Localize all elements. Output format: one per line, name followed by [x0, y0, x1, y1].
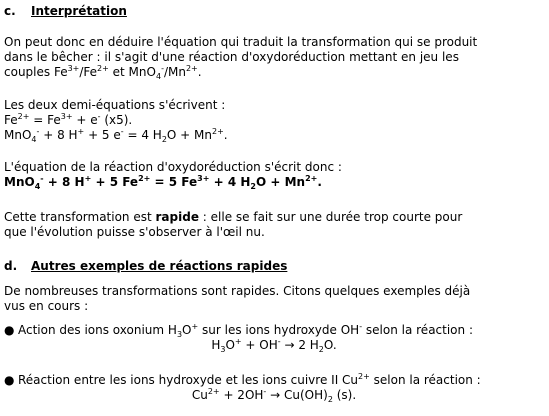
bullet-copper-equation	[4, 388, 544, 403]
superscript: 3+	[67, 64, 80, 73]
subscript: 4	[31, 135, 37, 144]
superscript: 2+	[207, 387, 220, 396]
text: couples Fe	[4, 65, 68, 79]
superscript: -	[161, 64, 164, 73]
paragraph-examples-line-1: De nombreuses transformations sont rapides. Citons quelques exemples déjà	[4, 284, 471, 298]
text: /Mn	[163, 65, 186, 79]
text: MnO	[4, 128, 32, 142]
bullet-icon: ●	[4, 323, 15, 337]
superscript: -	[97, 112, 101, 121]
text: = 5 Fe	[150, 175, 198, 189]
paragraph-examples-line-2: vus en cours :	[4, 299, 89, 313]
paragraph-intro-line-3	[4, 65, 544, 80]
bullet-icon: ●	[4, 373, 15, 387]
text: : elle se fait sur une durée trop courte pour	[198, 210, 463, 224]
text: O + Mn	[256, 175, 306, 189]
superscript: 2+	[97, 64, 109, 73]
text: → Cu(OH)	[266, 388, 328, 402]
text: selon la réaction :	[362, 323, 473, 337]
paragraph-intro-line-1: On peut donc en déduire l'équation qui traduit la transformation qui se produit	[4, 35, 478, 49]
text: + OH	[241, 338, 278, 352]
text: O.	[323, 338, 337, 352]
superscript: 2+	[138, 174, 151, 183]
half-equation-permanganate	[4, 128, 544, 143]
text: + e	[72, 113, 98, 127]
subscript: 2	[318, 345, 324, 354]
paragraph-fast	[4, 210, 544, 240]
redox-intro: L'équation de la réaction d'oxydoréduction s'écrit donc :	[4, 160, 342, 174]
text: sur les ions hydroxyde OH	[198, 323, 360, 337]
section-d-title: Autres exemples de réactions rapides	[31, 259, 288, 273]
text: (x5).	[100, 113, 133, 127]
text: + 5 e	[84, 128, 121, 142]
superscript: 2+	[358, 372, 370, 381]
subscript: 4	[155, 72, 162, 81]
text: Cette transformation est	[4, 210, 156, 224]
superscript: 3+	[60, 112, 73, 121]
text: H	[211, 338, 221, 352]
text: + 2OH	[219, 388, 264, 402]
superscript: 2+	[212, 127, 224, 136]
superscript: 2+	[305, 174, 318, 183]
subscript: 4	[34, 182, 41, 191]
redox-equation-block	[4, 160, 544, 190]
section-c-number: c.	[4, 4, 16, 18]
text: Cu	[191, 388, 208, 402]
text: .	[197, 65, 202, 79]
superscript: 3+	[197, 174, 210, 183]
subscript: 2	[327, 395, 333, 404]
subscript: 2	[161, 135, 167, 144]
text: + 5 Fe	[91, 175, 139, 189]
superscript: -	[120, 127, 124, 136]
text: + 4 H	[209, 175, 251, 189]
text: = 4 H	[123, 128, 162, 142]
paragraph-intro-line-2: dans le bêcher : il s'agit d'une réaction d'oxydoréduction mettant en jeu les	[4, 50, 459, 64]
text: O	[182, 323, 192, 337]
text: O + Mn	[166, 128, 212, 142]
text: Fe	[4, 113, 18, 127]
section-c-heading	[4, 4, 544, 19]
text: (s).	[332, 388, 357, 402]
subscript: 2	[250, 182, 256, 191]
text: + 8 H	[39, 128, 78, 142]
half-equations-intro: Les deux demi-équations s'écrivent :	[4, 98, 226, 112]
bullet-oxonium-line	[4, 323, 544, 338]
paragraph-fast-line-1	[4, 210, 544, 225]
text: selon la réaction :	[369, 373, 481, 387]
text: = Fe	[29, 113, 61, 127]
superscript: -	[36, 127, 40, 136]
text: O	[225, 338, 235, 352]
paragraph-fast-line-2: que l'évolution puisse s'observer à l'œil nu.	[4, 225, 265, 239]
superscript: -	[40, 174, 44, 183]
text: /Fe	[79, 65, 98, 79]
superscript: -	[359, 322, 363, 331]
text: Action des ions oxonium H	[18, 323, 177, 337]
text: Réaction entre les ions hydroxyde et les ions cuivre II Cu	[18, 373, 359, 387]
superscript: 2+	[185, 64, 198, 73]
paragraph-examples	[4, 284, 544, 314]
bullet-oxonium-equation	[4, 338, 544, 353]
text: → 2 H	[280, 338, 319, 352]
superscript: +	[234, 337, 242, 346]
superscript: -	[277, 337, 281, 346]
subscript: 3	[176, 330, 183, 339]
text: + 8 H	[43, 175, 85, 189]
bullet-oxonium	[4, 323, 544, 353]
bullet-copper-line	[4, 373, 544, 388]
emphasis-rapide: rapide	[155, 210, 199, 224]
half-equation-iron	[4, 113, 544, 128]
section-c-title: Interprétation	[31, 4, 127, 18]
redox-equation	[4, 175, 544, 190]
text: .	[223, 128, 228, 142]
text: et MnO	[108, 65, 156, 79]
section-d-number: d.	[4, 259, 18, 273]
superscript: +	[77, 127, 85, 136]
bullet-copper	[4, 373, 544, 403]
subscript: 3	[220, 345, 226, 354]
text: .	[317, 175, 322, 189]
superscript: -	[263, 387, 267, 396]
half-equations	[4, 98, 544, 143]
section-d-heading	[4, 259, 544, 274]
text: MnO	[4, 175, 35, 189]
superscript: +	[84, 174, 92, 183]
superscript: +	[191, 322, 199, 331]
paragraph-intro	[4, 35, 544, 80]
superscript: 2+	[17, 112, 30, 121]
